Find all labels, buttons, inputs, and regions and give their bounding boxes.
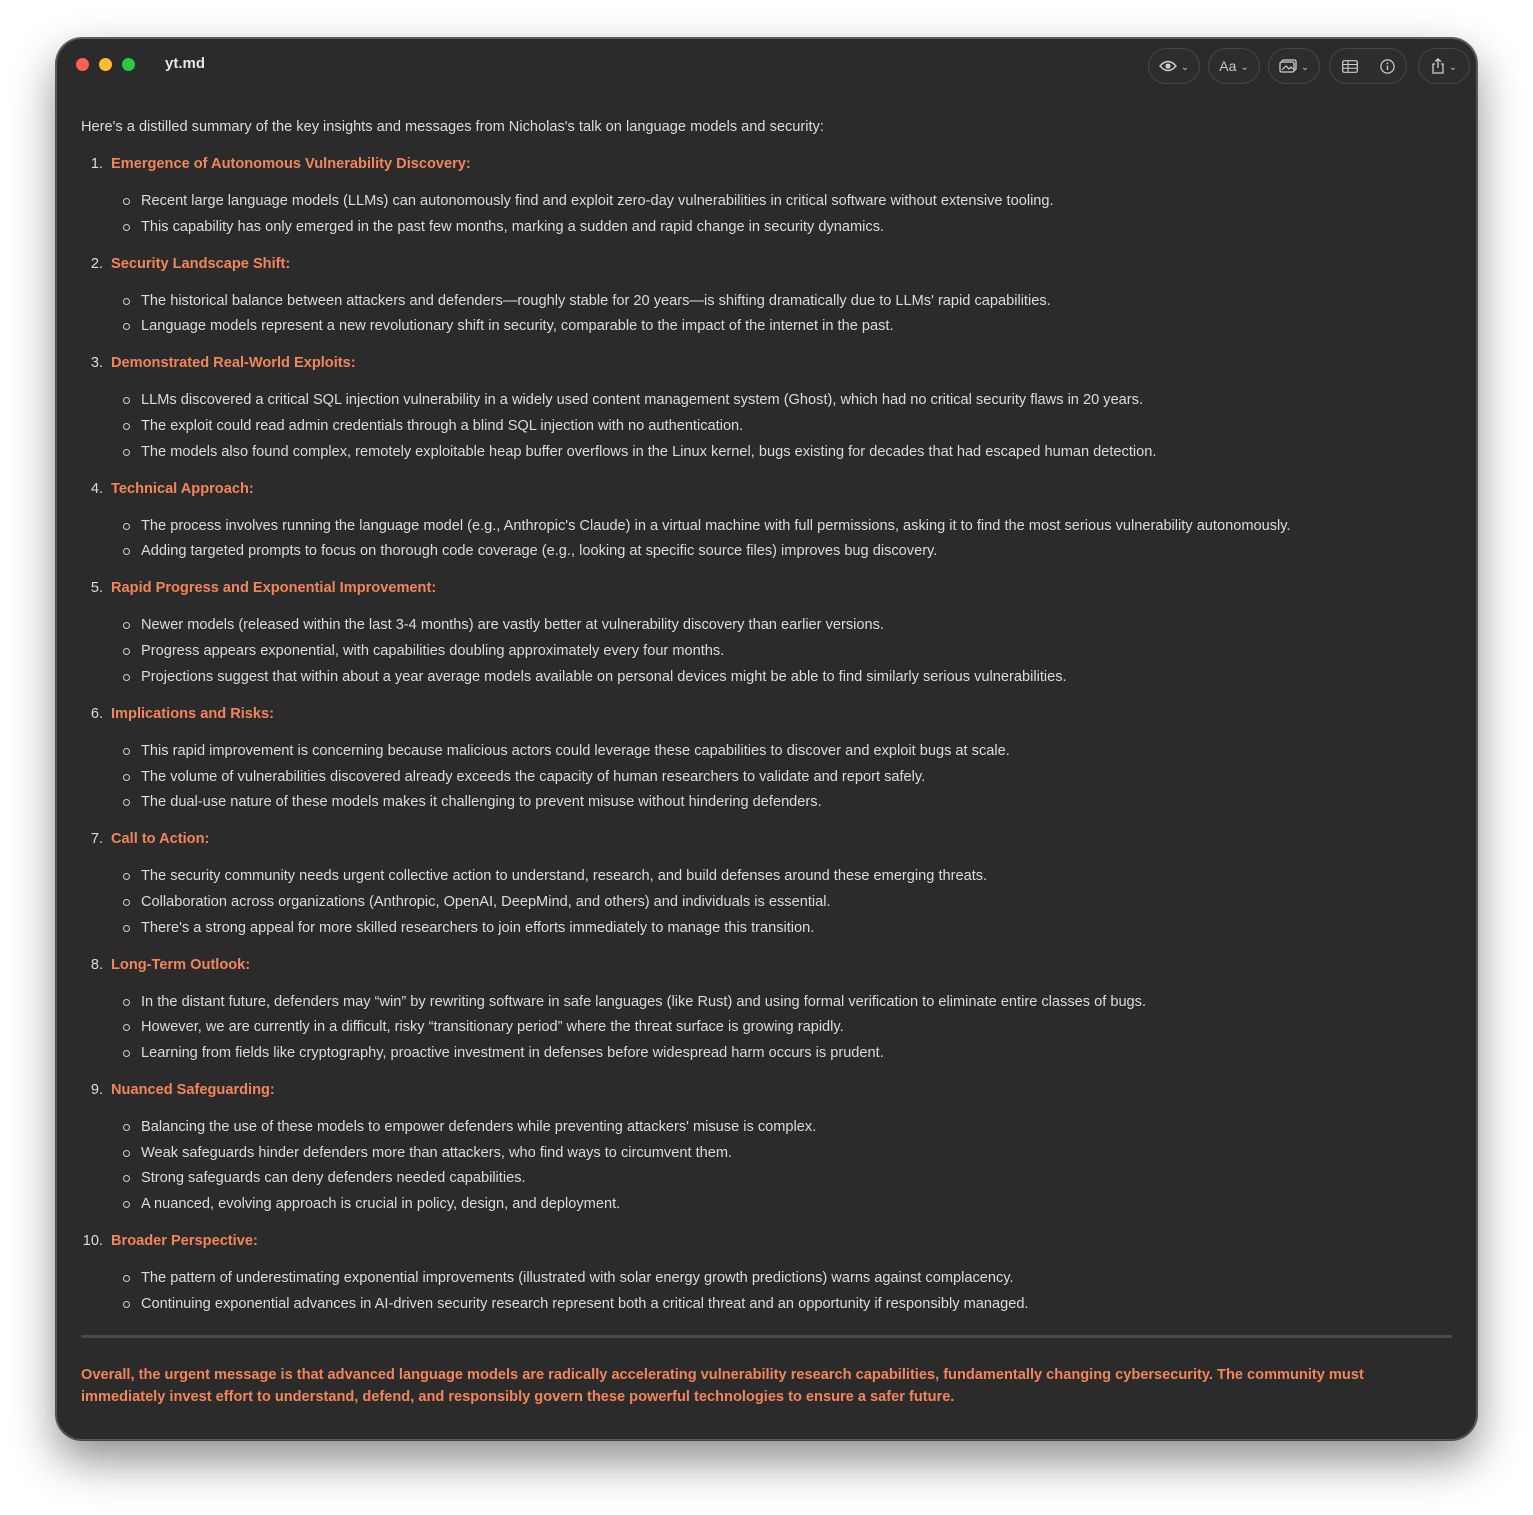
bullet-item: Collaboration across organizations (Anthropic, OpenAI, DeepMind, and others) and individuals is essential.: [111, 892, 1452, 912]
bullet-item: A nuanced, evolving approach is crucial in policy, design, and deployment.: [111, 1194, 1452, 1214]
bullet-list: [111, 516, 1452, 562]
section-item: [81, 353, 1452, 461]
bullet-item: Balancing the use of these models to empower defenders while preventing attackers' misuse is complex.: [111, 1117, 1452, 1137]
bullet-item: Weak safeguards hinder defenders more than attackers, who find ways to circumvent them.: [111, 1143, 1452, 1163]
minimize-window-button[interactable]: [99, 58, 112, 71]
image-icon: [1279, 59, 1297, 73]
section-item: [81, 955, 1452, 1063]
bullet-item: The models also found complex, remotely exploitable heap buffer overflows in the Linux kernel, bugs existing for decades that had escaped human detection.: [111, 442, 1452, 462]
section-title: Long-Term Outlook:: [111, 956, 251, 973]
bullet-list: [111, 615, 1452, 686]
section-number: 8.: [90, 956, 103, 973]
app-window: [56, 38, 1477, 1440]
bullet-item: This rapid improvement is concerning because malicious actors could leverage these capabilities to discover and exploit bugs at scale.: [111, 741, 1452, 761]
close-window-button[interactable]: [76, 58, 89, 71]
bullet-list: [111, 992, 1452, 1063]
section-number: 3.: [90, 355, 103, 372]
section-item: [81, 1231, 1452, 1314]
section-number: 9.: [90, 1081, 103, 1098]
section-item: [81, 154, 1452, 237]
bullet-item: Progress appears exponential, with capabilities doubling approximately every four months.: [111, 641, 1452, 661]
bullet-list: [111, 291, 1452, 337]
section-title: Rapid Progress and Exponential Improvement:: [111, 580, 437, 597]
bullet-item: Language models represent a new revolutionary shift in security, comparable to the impact of the internet in the past.: [111, 316, 1452, 336]
title-bar: [57, 39, 1476, 93]
bullet-list: [111, 191, 1452, 237]
bullet-item: Learning from fields like cryptography, proactive investment in defenses before widespread harm occurs is prudent.: [111, 1043, 1452, 1063]
bullet-item: Projections suggest that within about a year average models available on personal devices might be able to find similarly serious vulnerabilities.: [111, 667, 1452, 687]
section-title: Nuanced Safeguarding:: [111, 1081, 275, 1098]
section-title: Security Landscape Shift:: [111, 255, 291, 272]
document-content: [81, 117, 1452, 1408]
section-title: Broader Perspective:: [111, 1233, 258, 1249]
chevron-down-icon: ⌄: [1448, 61, 1458, 73]
bullet-list: [111, 866, 1452, 937]
section-number: 10.: [82, 1233, 103, 1249]
section-number: 5.: [90, 580, 103, 597]
bullet-item: The pattern of underestimating exponential improvements (illustrated with solar energy growth predictions) warns against complacency.: [111, 1268, 1452, 1288]
bullet-item: Recent large language models (LLMs) can autonomously find and exploit zero-day vulnerabilities in critical software without extensive tooling.: [111, 191, 1452, 211]
window-title: yt.md: [165, 55, 206, 72]
bullet-item: LLMs discovered a critical SQL injection vulnerability in a widely used content management system (Ghost), which had no critical security flaws in 20 years.: [111, 390, 1452, 410]
section-number: 6.: [90, 705, 103, 722]
bullet-item: The volume of vulnerabilities discovered already exceeds the capacity of human researchers to validate and report safely.: [111, 767, 1452, 787]
section-item: [81, 829, 1452, 937]
bullet-item: The dual-use nature of these models makes it challenging to prevent misuse without hindering defenders.: [111, 792, 1452, 812]
share-button[interactable]: [1418, 48, 1470, 84]
bullet-item: However, we are currently in a difficult, risky “transitionary period” where the threat surface is growing rapidly.: [111, 1017, 1452, 1037]
table-info-group: [1329, 48, 1407, 84]
info-icon[interactable]: [1380, 59, 1395, 74]
chevron-down-icon: ⌄: [1240, 61, 1249, 73]
section-title: Technical Approach:: [111, 480, 254, 497]
section-item: [81, 578, 1452, 686]
eye-icon: [1159, 60, 1177, 72]
bullet-item: The historical balance between attackers and defenders—roughly stable for 20 years—is shifting dramatically due to LLMs' rapid capabilities.: [111, 291, 1452, 311]
section-title: Emergence of Autonomous Vulnerability Discovery:: [111, 156, 471, 172]
section-title: Demonstrated Real-World Exploits:: [111, 355, 356, 372]
section-number: 1.: [90, 156, 103, 172]
bullet-list: [111, 1117, 1452, 1214]
bullet-item: Newer models (released within the last 3-4 months) are vastly better at vulnerability discovery than earlier versions.: [111, 615, 1452, 635]
bullet-item: The security community needs urgent collective action to understand, research, and build defenses around these emerging threats.: [111, 866, 1452, 886]
bullet-list: [111, 1268, 1452, 1314]
section-list: [81, 154, 1452, 1314]
bullet-item: Strong safeguards can deny defenders needed capabilities.: [111, 1168, 1452, 1188]
share-icon: [1431, 58, 1445, 74]
section-item: [81, 1080, 1452, 1214]
chevron-down-icon: ⌄: [1180, 61, 1190, 73]
bullet-item: There's a strong appeal for more skilled researchers to join efforts immediately to manage this transition.: [111, 918, 1452, 938]
view-mode-button[interactable]: [1148, 48, 1200, 84]
section-title: Implications and Risks:: [111, 705, 275, 722]
bullet-item: This capability has only emerged in the past few months, marking a sudden and rapid change in security dynamics.: [111, 217, 1452, 237]
section-item: [81, 254, 1452, 337]
bullet-item: The exploit could read admin credentials through a blind SQL injection with no authentication.: [111, 416, 1452, 436]
conclusion-paragraph: Overall, the urgent message is that advanced language models are radically accelerating vulnerability research capabilities, fundamentally changing cybersecurity. The community must immediately invest effort to understand, defend, and responsibly govern these powerful technologies to ensure a safer future.: [81, 1366, 1364, 1405]
horizontal-rule: [81, 1335, 1452, 1338]
chevron-down-icon: ⌄: [1300, 61, 1310, 73]
bullet-item: The process involves running the language model (e.g., Anthropic's Claude) in a virtual machine with full permissions, asking it to find the most serious vulnerability autonomously.: [111, 516, 1452, 536]
section-item: [81, 479, 1452, 562]
bullet-item: In the distant future, defenders may “win” by rewriting software in safe languages (like Rust) and using formal verification to eliminate entire classes of bugs.: [111, 992, 1452, 1012]
bullet-list: [111, 741, 1452, 812]
table-icon[interactable]: [1342, 60, 1358, 73]
section-title: Call to Action:: [111, 831, 210, 848]
image-options-button[interactable]: [1268, 48, 1320, 84]
font-icon: Aa: [1219, 58, 1237, 74]
intro-paragraph: Here's a distilled summary of the key insights and messages from Nicholas's talk on language models and security:: [81, 119, 824, 135]
bullet-item: Adding targeted prompts to focus on thorough code coverage (e.g., looking at specific source files) improves bug discovery.: [111, 541, 1452, 561]
font-settings-button[interactable]: [1208, 48, 1260, 84]
bullet-item: Continuing exponential advances in AI-driven security research represent both a critical threat and an opportunity if responsibly managed.: [111, 1294, 1452, 1314]
maximize-window-button[interactable]: [122, 58, 135, 71]
bullet-list: [111, 390, 1452, 461]
section-number: 7.: [90, 831, 103, 848]
section-number: 4.: [90, 480, 103, 497]
section-number: 2.: [90, 255, 103, 272]
section-item: [81, 704, 1452, 812]
